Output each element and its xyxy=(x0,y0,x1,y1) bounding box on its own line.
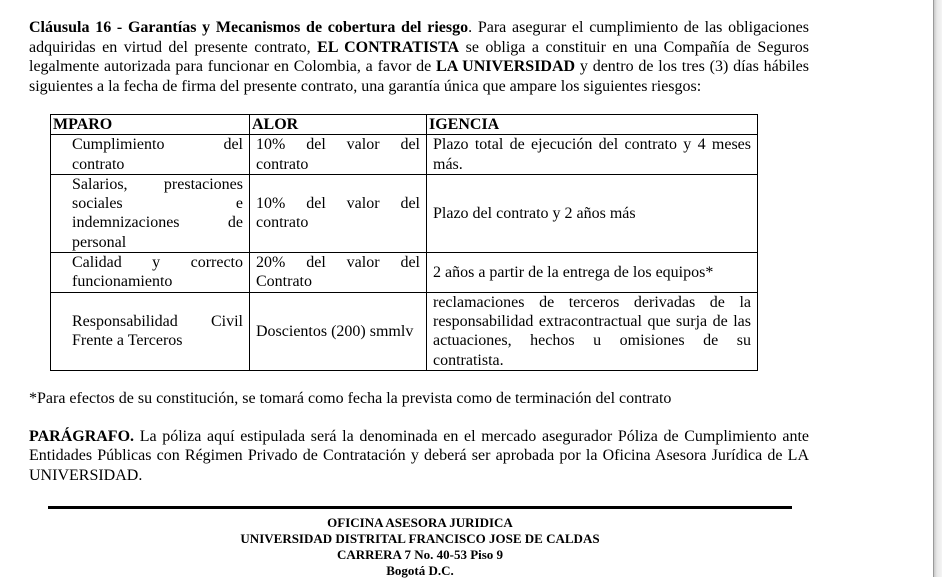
vigencia-cell: 2 años a partir de la entrega de los equipos* xyxy=(427,253,758,293)
amparo-cell: Salarios, prestaciones sociales e indemnizaciones de personal xyxy=(51,174,250,252)
footer-address: CARRERA 7 No. 40-53 Piso 9 xyxy=(336,547,504,562)
amparo-cell: Responsabilidad Civil Frente a Terceros xyxy=(51,292,250,370)
table-row xyxy=(51,292,758,370)
clause-paragraph xyxy=(29,18,809,96)
paragrafo-text: La póliza aquí estipulada será la denominada en el mercado asegurador Póliza de Cumplimiento ante Entidades Públicas con Régimen Privado de Contratación y deberá ser aprobada por la Oficina Asesora Jurídica de LA UNIVERSIDAD. xyxy=(29,427,809,484)
clause-heading: Cláusula 16 - Garantías y Mecanismos de cobertura del riesgo xyxy=(29,19,469,36)
valor-cell: 10% del valor del contrato xyxy=(250,135,427,175)
document-page xyxy=(29,18,809,485)
footer-university: UNIVERSIDAD DISTRITAL FRANCISCO JOSE DE CALDAS xyxy=(240,531,600,546)
header-amparo: MPARO xyxy=(51,115,250,135)
contratista-term: EL CONTRATISTA xyxy=(317,38,460,56)
universidad-term: LA UNIVERSIDAD xyxy=(436,58,576,75)
table-row xyxy=(51,135,758,175)
table-row xyxy=(51,253,758,293)
page-edge-shadow xyxy=(933,0,942,577)
page-footer xyxy=(48,506,792,579)
vigencia-cell: Plazo total de ejecución del contrato y 4 meses más. xyxy=(427,135,758,175)
table-header-row xyxy=(51,115,758,135)
table-row xyxy=(51,174,758,252)
valor-cell: 10% del valor del contrato xyxy=(250,174,427,252)
footer-office: OFICINA ASESORA JURIDICA xyxy=(327,515,513,530)
vigencia-cell: reclamaciones de terceros derivadas de la responsabilidad extracontractual que surja de las actuaciones, hechos u omisiones de su contratista. xyxy=(427,292,758,370)
clause-text-1: . Para asegurar el cumplimiento de las obligaciones adquiridas en virtud del presente contrato, xyxy=(29,19,810,56)
amparo-cell: Calidad y correcto funcionamiento xyxy=(51,253,250,293)
header-valor: ALOR xyxy=(250,115,427,135)
footnote-note: *Para efectos de su constitución, se tomará como fecha la prevista como de terminación del contrato xyxy=(29,389,672,407)
header-vigencia: IGENCIA xyxy=(427,115,758,135)
clause-text-3: y dentro de los tres (3) días hábiles siguientes a la fecha de firma del presente contrato, una garantía única que ampare los siguientes riesgos: xyxy=(29,58,810,95)
vigencia-cell: Plazo del contrato y 2 años más xyxy=(427,174,758,252)
amparo-cell: Cumplimiento del contrato xyxy=(51,135,250,175)
paragrafo-label: PARÁGRAFO. xyxy=(29,427,135,445)
clause-text-2: se obliga a constituir en una Compañía de Seguros legalmente autorizada para funcionar en Colombia, a favor de xyxy=(29,38,809,75)
footer-city: Bogotá D.C. xyxy=(386,563,454,578)
valor-cell: Doscientos (200) smmlv xyxy=(250,292,427,370)
risks-table xyxy=(50,114,758,371)
paragrafo-paragraph xyxy=(29,427,809,486)
valor-cell: 20% del valor del Contrato xyxy=(250,253,427,293)
